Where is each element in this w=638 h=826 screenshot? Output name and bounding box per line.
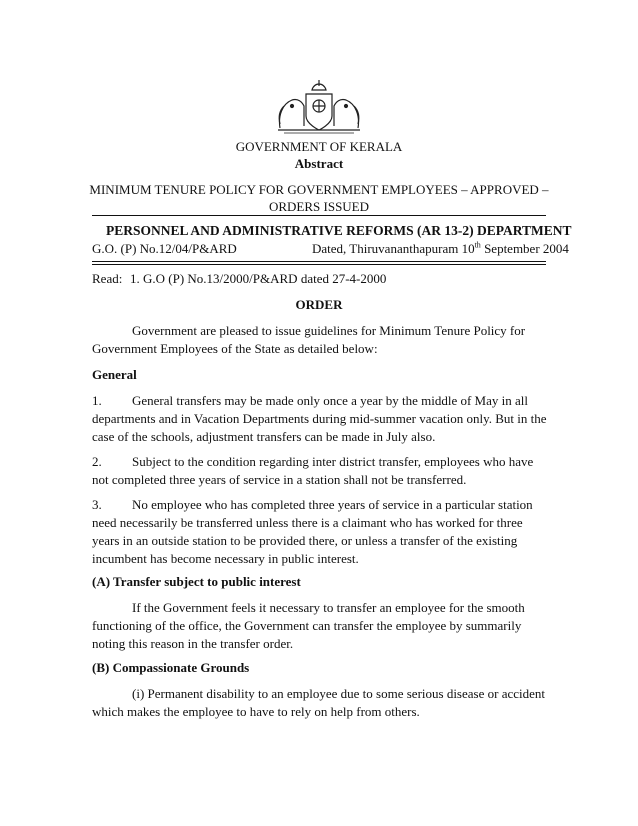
point-3: [92, 496, 552, 568]
point-2: [92, 453, 552, 489]
read-label: Read:: [92, 271, 123, 286]
subject-line-2: ORDERS ISSUED: [268, 199, 370, 214]
section-a-text: If the Government feels it necessary to transfer an employee for the smooth functioning of the office, the Government can transfer the employee by summarily noting this reason in the transfer order.: [92, 600, 525, 651]
point-number: 3.: [92, 497, 102, 512]
section-a-heading: (A) Transfer subject to public interest: [92, 574, 301, 589]
point-number: 1.: [92, 393, 102, 408]
go-date: [312, 241, 569, 257]
date-sup: th: [474, 240, 481, 250]
rule-top: [92, 215, 546, 216]
point-text: No employee who has completed three years of service in a particular station need necessarily be transferred unless there is a claimant who has worked for three years in an outside station to be provided there, or unless a transfer of the existing incumbent has become necessary in public interest.: [92, 497, 533, 566]
point-text: Subject to the condition regarding inter district transfer, employees who have not completed three years of service in a station shall not be transferred.: [92, 454, 534, 487]
government-title: GOVERNMENT OF KERALA: [235, 139, 403, 154]
abstract-label: Abstract: [294, 156, 344, 171]
order-title: ORDER: [295, 297, 343, 312]
section-b-text: (i) Permanent disability to an employee due to some serious disease or accident which makes the employee to have to rely on help from others.: [92, 686, 545, 719]
section-b-heading: (B) Compassionate Grounds: [92, 660, 250, 675]
kerala-emblem-icon: [274, 76, 364, 136]
point-1: [92, 392, 552, 446]
date-prefix: Dated, Thiruvananthapuram 10: [312, 241, 475, 256]
subject-line-1: MINIMUM TENURE POLICY FOR GOVERNMENT EMPLOYEES – APPROVED –: [89, 182, 549, 197]
rule-double-1: [92, 261, 546, 262]
order-intro: Government are pleased to issue guidelines for Minimum Tenure Policy for Government Employees of the State as detailed below:: [92, 323, 526, 356]
read-item: 1. G.O (P) No.13/2000/P&ARD dated 27-4-2000: [130, 271, 387, 286]
point-number: 2.: [92, 454, 102, 469]
department-title: PERSONNEL AND ADMINISTRATIVE REFORMS (AR 13-2) DEPARTMENT: [106, 223, 572, 238]
rule-double-2: [92, 264, 546, 265]
go-number: G.O. (P) No.12/04/P&ARD: [92, 241, 237, 256]
point-text: General transfers may be made only once a year by the middle of May in all departments and in Vacation Departments during mid-summer vacation only. But in the case of the schools, adjustment transfers can be made in July also.: [92, 393, 547, 444]
date-suffix: September 2004: [480, 241, 569, 256]
general-heading: General: [92, 367, 137, 382]
